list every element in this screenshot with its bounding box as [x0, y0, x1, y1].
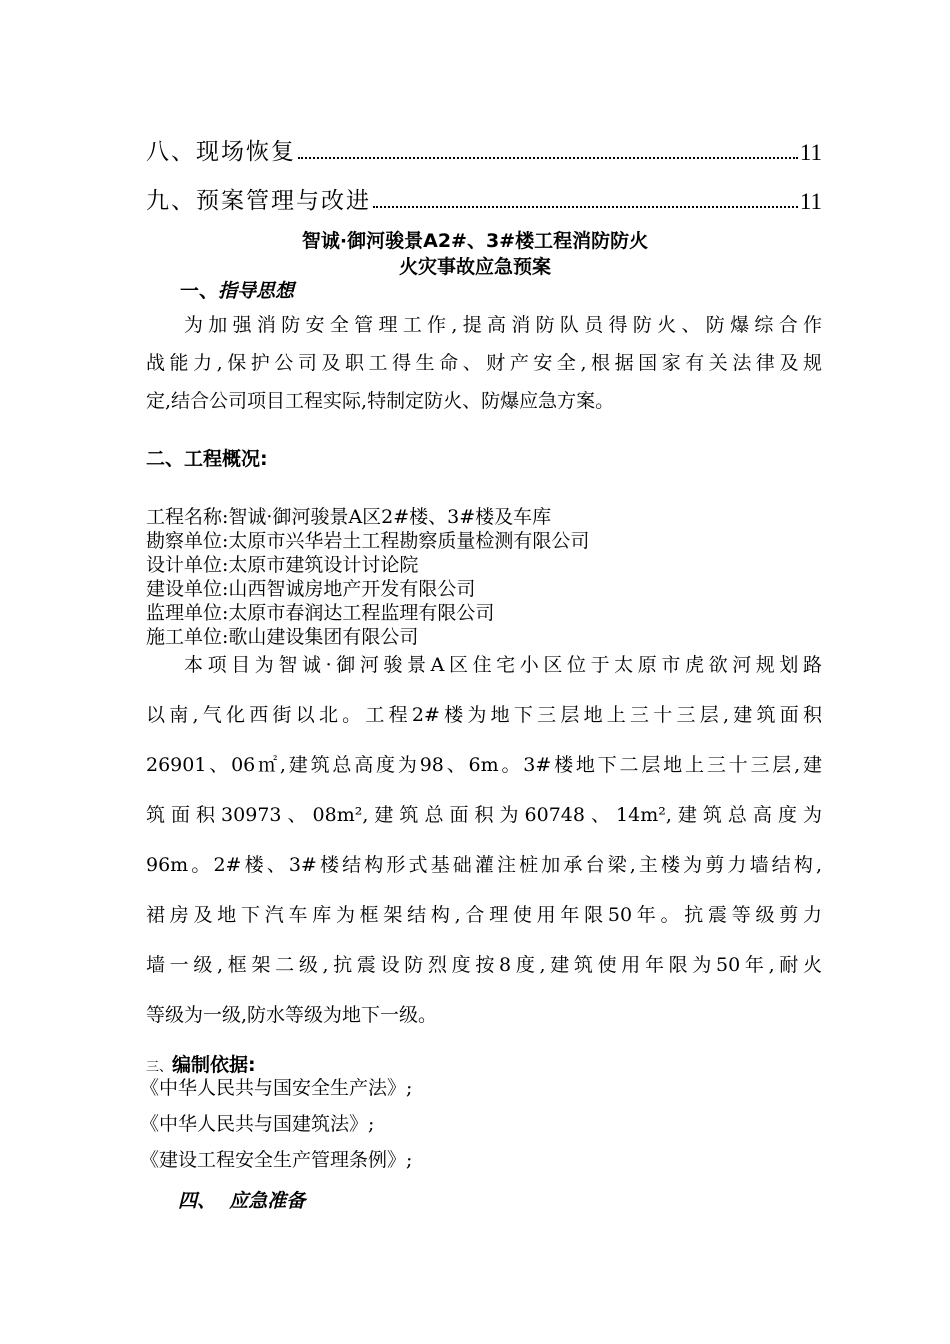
- paragraph-line: 墙一级,框架二级,抗震设防烈度按8度,建筑使用年限为50年,耐火: [146, 954, 822, 976]
- section-heading-text: 编制依据:: [172, 1054, 256, 1076]
- section-number: 三、: [146, 1060, 173, 1075]
- info-row: 勘察单位:太原市兴华岩土工程勘察质量检测有限公司: [146, 530, 590, 552]
- toc-entry[interactable]: [146, 132, 822, 166]
- paragraph-line: 定,结合公司项目工程实际,特制定防火、防爆应急方案。: [146, 390, 615, 412]
- list-item: 《建设工程安全生产管理条例》;: [140, 1149, 413, 1171]
- paragraph-line: 26901、06㎡,建筑总高度为98、6m。3#楼地下二层地上三十三层,建: [146, 754, 822, 776]
- toc-leader-dots: [298, 156, 798, 159]
- project-description: [146, 640, 822, 1040]
- toc-page-number: 11: [799, 140, 822, 165]
- paragraph-line: 筑面积30973、08m²,建筑总面积为60748、14m²,建筑总高度为: [146, 804, 822, 826]
- info-row: 监理单位:太原市春润达工程监理有限公司: [146, 602, 495, 624]
- info-row: 工程名称:智诚·御河骏景A区2#楼、3#楼及车库: [146, 506, 552, 528]
- info-row: 建设单位:山西智诚房地产开发有限公司: [146, 578, 476, 600]
- info-row: 施工单位:歌山建设集团有限公司: [146, 626, 419, 648]
- section-heading-text: 指导思想: [218, 280, 295, 302]
- toc-leader-dots: [373, 205, 798, 208]
- paragraph-line: 等级为一级,防水等级为地下一级。: [146, 1004, 438, 1026]
- section-number: 一、: [180, 280, 219, 302]
- paragraph-line: 为加强消防安全管理工作,提高消防队员得防火、防爆综合作: [184, 314, 822, 336]
- toc-entry-label: 八、现场恢复: [146, 139, 296, 165]
- project-info-list: [146, 505, 589, 649]
- paragraph-line: 本项目为智诚·御河骏景A区住宅小区位于太原市虎欲河规划路: [184, 654, 822, 676]
- paragraph-line: 裙房及地下汽车库为框架结构,合理使用年限50年。抗震等级剪力: [146, 904, 822, 926]
- section-heading: 二、工程概况:: [146, 448, 268, 470]
- paragraph-line: 以南,气化西街以北。工程2#楼为地下三层地上三十三层,建筑面积: [146, 704, 822, 726]
- guiding-paragraph: [146, 306, 822, 420]
- paragraph-line: 96m。2#楼、3#楼结构形式基础灌注桩加承台梁,主楼为剪力墙结构,: [146, 854, 822, 876]
- info-row: 设计单位:太原市建筑设计讨论院: [146, 554, 419, 576]
- list-item: 《中华人民共与国安全生产法》;: [140, 1077, 413, 1099]
- toc-entry-label: 九、预案管理与改进: [146, 188, 371, 214]
- document-title-line2: 火灾事故应急预案: [398, 256, 551, 278]
- section-heading: [180, 276, 294, 303]
- list-item: 《中华人民共与国建筑法》;: [140, 1113, 375, 1135]
- toc-entry[interactable]: [146, 181, 822, 215]
- paragraph-line: 战能力,保护公司及职工得生命、财产安全,根据国家有关法律及规: [146, 352, 822, 374]
- document-title-line1: 智诚·御河骏景A2#、3#楼工程消防防火: [301, 230, 649, 252]
- toc-page-number: 11: [799, 189, 822, 214]
- section-heading: 四、 应急准备: [178, 1190, 306, 1212]
- basis-list: [140, 1070, 412, 1178]
